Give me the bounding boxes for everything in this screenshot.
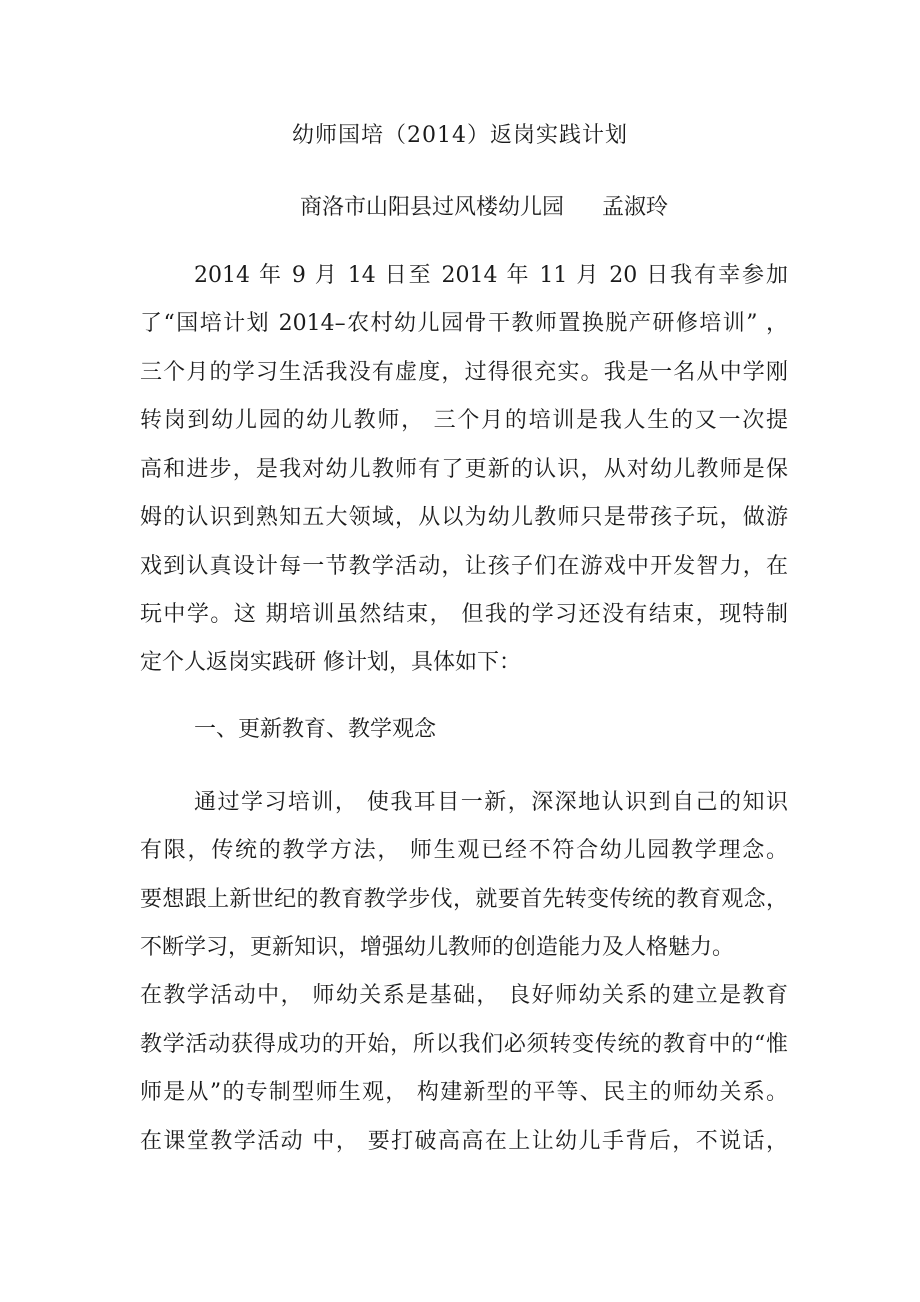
paragraph1-line: 定个人返岗实践研 修计划，具体如下： <box>140 650 521 675</box>
paragraph2-line: 有限，传统的教学方法， 师生观已经不符合幼儿园教学理念。 <box>140 838 788 863</box>
section-heading: 一、更新教育、教学观念 <box>194 717 437 742</box>
paragraph1-line: 了“国培计划 2014–农村幼儿园骨干教师置换脱产研修培训” ， <box>140 311 788 336</box>
paragraph2-line: 在教学活动中， 师幼关系是基础， 良好师幼关系的建立是教育 <box>140 983 788 1008</box>
author-line <box>300 190 668 226</box>
paragraph1-line: 高和进步，是我对幼儿教师有了更新的认识，从对幼儿教师是保 <box>140 457 788 482</box>
paragraph2-line: 在课堂教学活动 中， 要打破高高在上让幼儿手背后，不说话， <box>140 1129 788 1154</box>
paragraph2-line: 教学活动获得成功的开始，所以我们必须转变传统的教育中的“惟 <box>140 1032 788 1057</box>
paragraph2-line: 要想跟上新世纪的教育教学步伐，就要首先转变传统的教育观念， <box>140 887 788 912</box>
paragraph2-line: 不断学习，更新知识，增强幼儿教师的创造能力及人格魅力。 <box>140 935 735 960</box>
paragraph1-line: 姆的认识到熟知五大领域，从以为幼儿教师只是带孩子玩，做游 <box>140 505 788 530</box>
paragraph1-line: 转岗到幼儿园的幼儿教师， 三个月的培训是我人生的又一次提 <box>140 408 788 433</box>
paragraph2-line: 师是从”的专制型师生观， 构建新型的平等、民主的师幼关系。 <box>140 1080 788 1105</box>
document-title: 幼师国培（2014）返岗实践计划 <box>292 123 628 148</box>
author-name: 孟淑玲 <box>602 195 669 220</box>
paragraph1-line: 戏到认真设计每一节教学活动，让孩子们在游戏中开发智力，在 <box>140 554 788 579</box>
paragraph1-line: 玩中学。这 期培训虽然结束， 但我的学习还没有结束，现特制 <box>140 602 788 627</box>
paragraph1-line: 三个月的学习生活我没有虚度，过得很充实。我是一名从中学刚 <box>140 360 788 385</box>
paragraph2-line: 通过学习培训， 使我耳目一新，深深地认识到自己的知识 <box>194 790 788 815</box>
author-organization: 商洛市山阳县过风楼幼儿园 <box>300 195 565 220</box>
paragraph1-line: 2014 年 9 月 14 日至 2014 年 11 月 20 日我有幸参加 <box>194 263 788 288</box>
